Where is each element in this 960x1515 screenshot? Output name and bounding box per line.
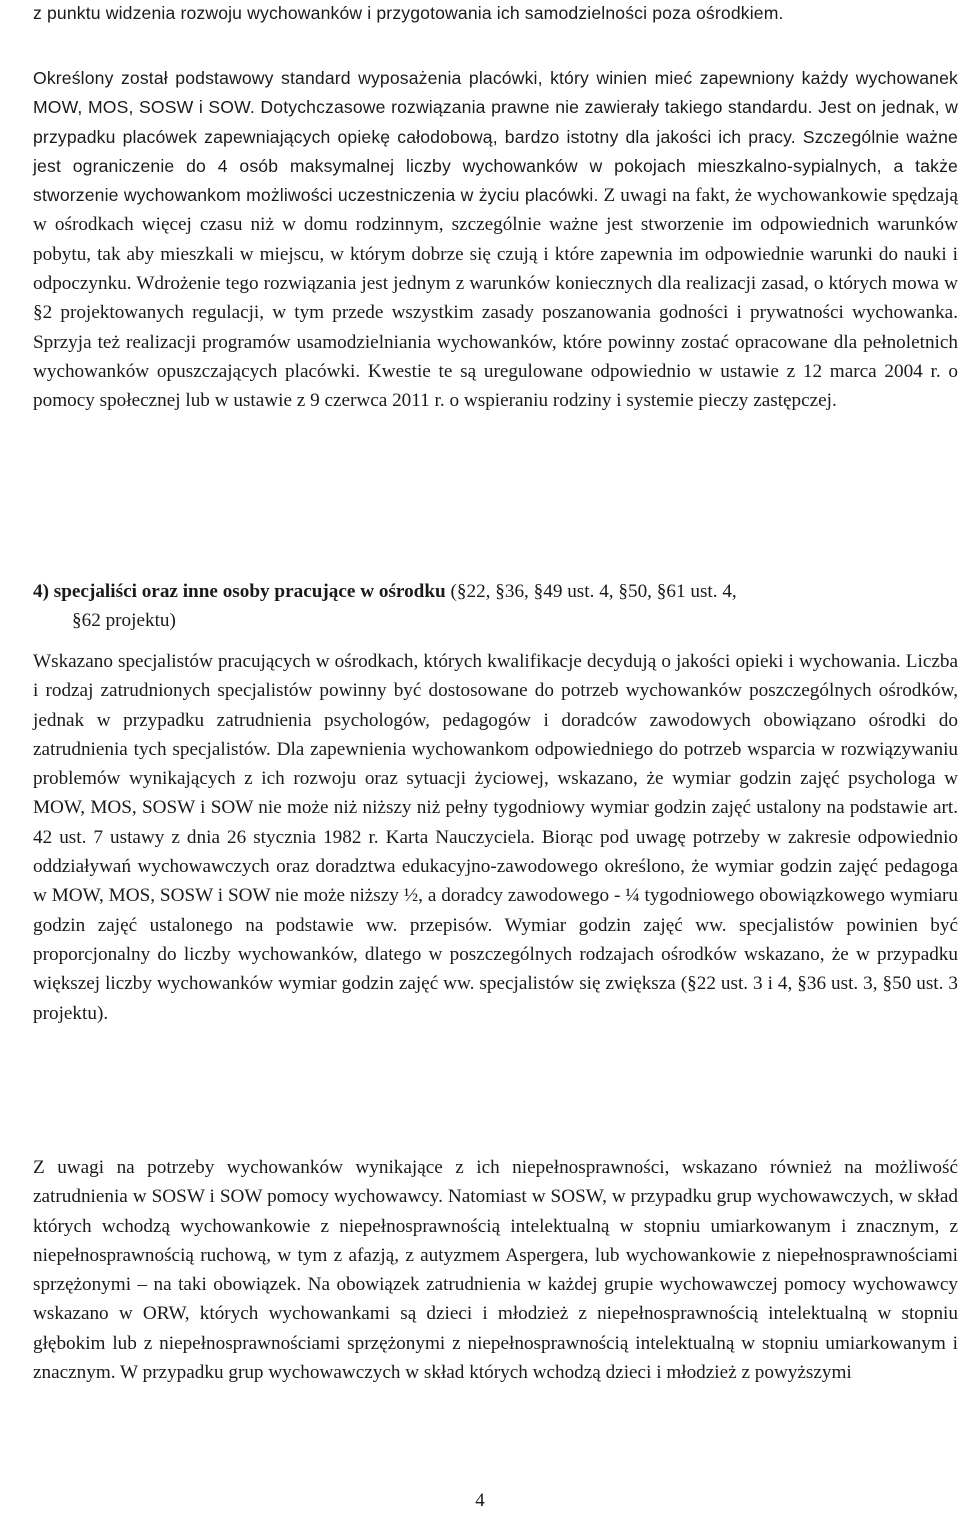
paragraph-equipment-standard — [33, 64, 958, 416]
heading-refs-continued: §62 projektu) — [72, 610, 176, 632]
paragraph-text — [33, 64, 958, 416]
paragraph-text: z punktu widzenia rozwoju wychowanków i przygotowania ich samodzielności poza ośrodkiem. — [33, 3, 784, 23]
section-heading-4 — [33, 577, 958, 636]
page-number: 4 — [475, 1490, 485, 1511]
heading-title: specjaliści oraz inne osoby pracujące w ośrodku — [53, 581, 446, 602]
paragraph-specialists — [33, 647, 958, 1028]
paragraph-text: Wskazano specjalistów pracujących w ośrodkach, których kwalifikacje decydują o jakości opieki i wychowania. Liczba i rodzaj zatrudnionych specjalistów powinny być dostosowane do potrzeb wychowanków poszczególnych ośrodków, jednak w przypadku zatrudnienia psychologów, pedagogów i doradców zawodowych obowiązano ośrodki do zatrudnienia tych specjalistów. Dla zapewnienia wychowankom odpowiedniego do potrzeb wsparcia w rozwiązywaniu problemów wynikających z ich rozwoju oraz sytuacji życiowej, wskazano, że wymiar godzin zajęć psychologa w MOW, MOS, SOSW i SOW nie może niż niższy niż pełny tygodniowy wymiar godzin zajęć ustalony na podstawie art. 42 ust. 7 ustawy z dnia 26 stycznia 1982 r. Karta Nauczyciela. Biorąc pod uwagę potrzeby w zakresie odpowiednio oddziaływań wychowawczych oraz doradztwa edukacyjno-zawodowego określono, że wymiar godzin zajęć pedagoga w MOW, MOS, SOSW i SOW nie może niższy ½, a doradcy zawodowego - ¼ tygodniowego obowiązkowego wymiaru godzin zajęć ustalonego na podstawie ww. przepisów. Wymiar godzin zajęć ww. specjalistów powinien być proporcjonalny do liczby wychowanków, dlatego w poszczególnych rodzajach ośrodków wskazano, że w przypadku większej liczby wychowanków wymiar godzin zajęć ww. specjalistów się zwiększa (§22 ust. 3 i 4, §36 ust. 3, §50 ust. 3 projektu). — [33, 651, 958, 1024]
paragraph-text: Z uwagi na potrzeby wychowanków wynikające z ich niepełnosprawności, wskazano również na możliwość zatrudnienia w SOSW i SOW pomocy wychowawcy. Natomiast w SOSW, w przypadku grup wychowawczych, w skład których wchodzą wychowankowie z niepełnosprawnością intelektualną w stopniu umiarkowanym i znacznym, z niepełnosprawnością ruchową, w tym z afazją, z autyzmem Aspergera, lub wychowankowie z niepełnosprawnościami sprzężonymi – na taki obowiązek. Na obowiązek zatrudnienia w każdej grupie wychowawczej pomocy wychowawcy wskazano w ORW, których wychowankami są dzieci i młodzież z niepełnosprawnością intelektualną w stopniu głębokim lub z niepełnosprawnościami sprzężonymi z niepełnosprawnością intelektualną w stopniu umiarkowanym i znacznym. W przypadku grup wychowawczych w skład których wchodzą dzieci i młodzież z powyższymi — [33, 1157, 958, 1384]
paragraph-intro-continuation — [33, 0, 958, 28]
paragraph-assistant-educator — [33, 1153, 958, 1387]
paragraph-text-sans: Określony został podstawowy standard wyposażenia placówki, który winien mieć zapewniony każdy wychowanek MOW, MOS, SOSW i SOW. Dotychczasowe rozwiązania prawne nie zawierały takiego standardu. Jest on jednak, w przypadku placówek zapewniających opiekę całodobową, bardzo istotny dla jakości ich pracy. Szczególnie ważne jest ograniczenie do 4 osób maksymalnej liczby wychowanków w pokojach mieszkalno-sypialnych, a także stworzenie wychowankom możliwości uczestniczenia w życiu placówki. — [33, 68, 958, 206]
heading-number: 4) — [33, 581, 49, 602]
paragraph-text-serif: Z uwagi na fakt, że wychowankowie spędzają w ośrodkach więcej czasu niż w domu rodzinnym, szczególnie ważne jest stworzenie im odpowiednich warunków pobytu, tak aby mieszkali w miejscu, w którym dobrze się czują i które zapewnia im odpowiednie warunki do nauki i odpoczynku. Wdrożenie tego rozwiązania jest jednym z warunków koniecznych dla realizacji zasad, o których mowa w §2 projektowanych regulacji, w tym przede wszystkim zasady poszanowania godności i prywatności wychowanka. Sprzyja też realizacji programów usamodzielniania wychowanków, które powinny zostać opracowane dla pełnoletnich wychowanków opuszczających placówki. Kwestie te są uregulowane odpowiednio w ustawie z 12 marca 2004 r. o pomocy społecznej lub w ustawie z 9 czerwca 2011 r. o wspieraniu rodziny i systemie pieczy zastępczej. — [33, 185, 958, 412]
heading-refs: (§22, §36, §49 ust. 4, §50, §61 ust. 4, — [450, 581, 737, 602]
